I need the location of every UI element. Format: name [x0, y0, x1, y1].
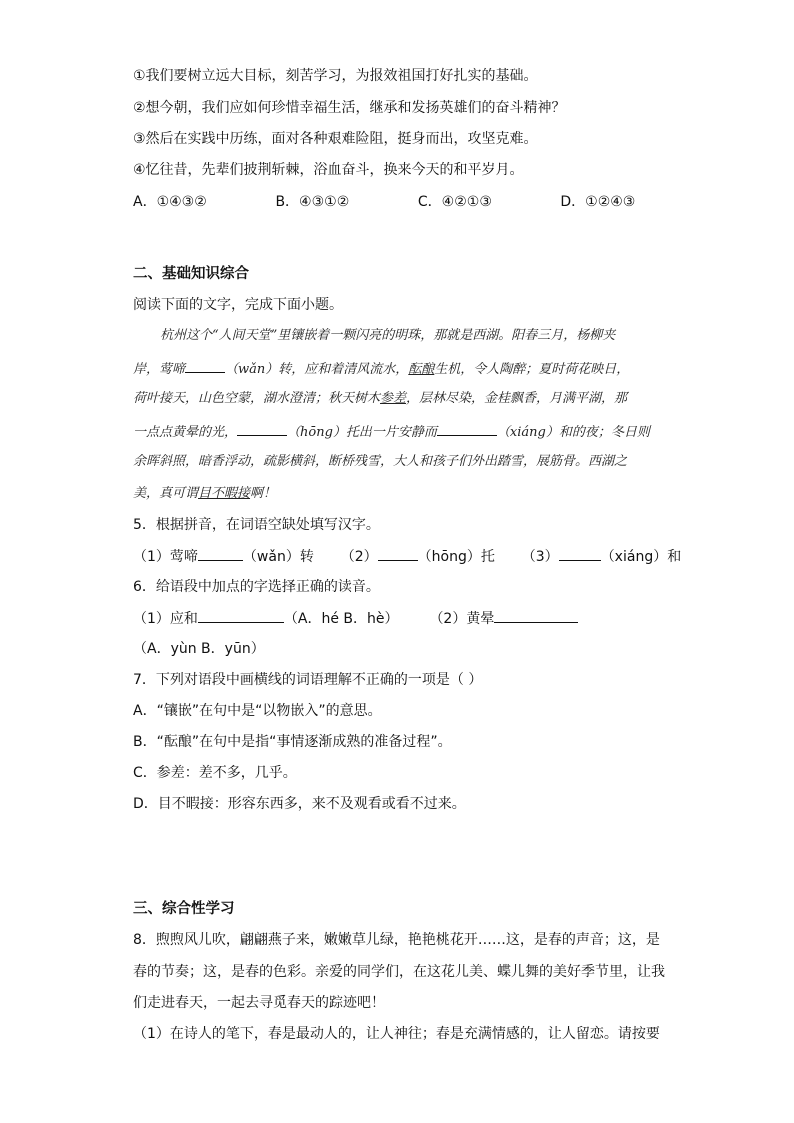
- word-mubuxiajie: 目不暇接: [198, 486, 251, 501]
- q4-option-d[interactable]: D．①②④③: [560, 194, 636, 210]
- section3-heading: 三、综合性学习: [133, 901, 235, 917]
- section2-heading: 二、基础知识综合: [133, 266, 249, 282]
- q4-option-a[interactable]: A．①④③②: [133, 194, 207, 210]
- q8-line-1: 8．煦煦风儿吹，翩翩燕子来，嫩嫩草儿绿，艳艳桃花开……这，是春的声音；这，是: [133, 932, 660, 948]
- q7-prompt: 7．下列对语段中画横线的词语理解不正确的一项是（ ）: [133, 672, 483, 688]
- q5-prompt: 5．根据拼音，在词语空缺处填写汉字。: [133, 517, 380, 533]
- q5-blank-2[interactable]: [378, 546, 418, 561]
- q7-option-d[interactable]: D．目不暇接：形容东西多，来不及观看或看不过来。: [133, 796, 466, 812]
- blank-xiang[interactable]: [437, 421, 497, 436]
- q4-sentence-2: ②想今朝，我们应如何珍惜幸福生活，继承和发扬英雄们的奋斗精神？: [133, 100, 566, 116]
- passage-line-2: 岸，莺啼 （wǎn）转，应和着清风流水，酝酿生机，令人陶醉；夏时荷花映日，: [133, 358, 663, 380]
- blank-hong[interactable]: [237, 421, 287, 436]
- passage-line-5: 余晖斜照，暗香浮动，疏影横斜，断桥残雪，大人和孩子们外出踏雪，展筋骨。西湖之: [133, 454, 628, 469]
- q5-items: （1）莺啼 （wǎn）转 （2） （hōng）托 （3） （xiáng）和: [133, 546, 681, 567]
- passage-line-4: 一点点黄晕的光， （hōng）托出一片安静而 （xiáng）和的夜；冬日则: [133, 421, 663, 443]
- q4-sentence-4: ④忆往昔，先辈们披荆斩棘，浴血奋斗，换来今天的和平岁月。: [133, 162, 524, 178]
- q6-blank-1[interactable]: [198, 608, 284, 623]
- q6-options-2: （A．yùn B．yūn）: [133, 641, 265, 657]
- q8-line-2: 春的节奏；这，是春的色彩。亲爱的同学们，在这花儿美、蝶儿舞的美好季节里，让我: [133, 964, 665, 980]
- q6-prompt: 6．给语段中加点的字选择正确的读音。: [133, 579, 380, 595]
- q6-items: （1）应和 （A．hé B．hè） （2）黄晕: [133, 608, 578, 629]
- passage-line-1: 杭州这个“人间天堂”里镶嵌着一颗闪亮的明珠，那就是西湖。阳春三月，杨柳夹: [160, 328, 616, 343]
- q5-blank-3[interactable]: [559, 546, 601, 561]
- q5-blank-1[interactable]: [198, 546, 243, 561]
- q4-options: [133, 192, 635, 212]
- q4-sentence-1: ①我们要树立远大目标，刻苦学习，为报效祖国打好扎实的基础。: [133, 68, 538, 84]
- passage-line-3: 荷叶接天，山色空蒙，湖水澄清；秋天树木参差，层林尽染，金桂飘香，月满平湖，那: [133, 391, 628, 406]
- q6-blank-2[interactable]: [494, 608, 578, 623]
- q8-line-3: 们走进春天，一起去寻觅春天的踪迹吧！: [133, 995, 385, 1011]
- word-cenci: 参差: [380, 391, 407, 406]
- section2-intro: 阅读下面的文字，完成下面小题。: [133, 297, 343, 313]
- q4-option-c[interactable]: C．④②①③: [417, 194, 492, 210]
- passage-line-6: 美，真可谓目不暇接啊！: [133, 486, 277, 501]
- q8-subquestion-1: （1）在诗人的笔下，春是最动人的，让人神往；春是充满情感的，让人留恋。请按要: [133, 1026, 660, 1042]
- word-yunniang: 酝酿: [408, 362, 435, 377]
- q7-option-b[interactable]: B．“酝酿”在句中是指“事情逐渐成熟的准备过程”。: [133, 734, 452, 750]
- q7-option-a[interactable]: A．“镶嵌”在句中是“以物嵌入”的意思。: [133, 703, 382, 719]
- q4-option-b[interactable]: B．④③①②: [275, 194, 350, 210]
- q7-option-c[interactable]: C．参差：差不多，几乎。: [133, 765, 297, 781]
- q4-sentence-3: ③然后在实践中历练，面对各种艰难险阻，挺身而出，攻坚克难。: [133, 131, 538, 147]
- blank-wan[interactable]: [185, 358, 225, 373]
